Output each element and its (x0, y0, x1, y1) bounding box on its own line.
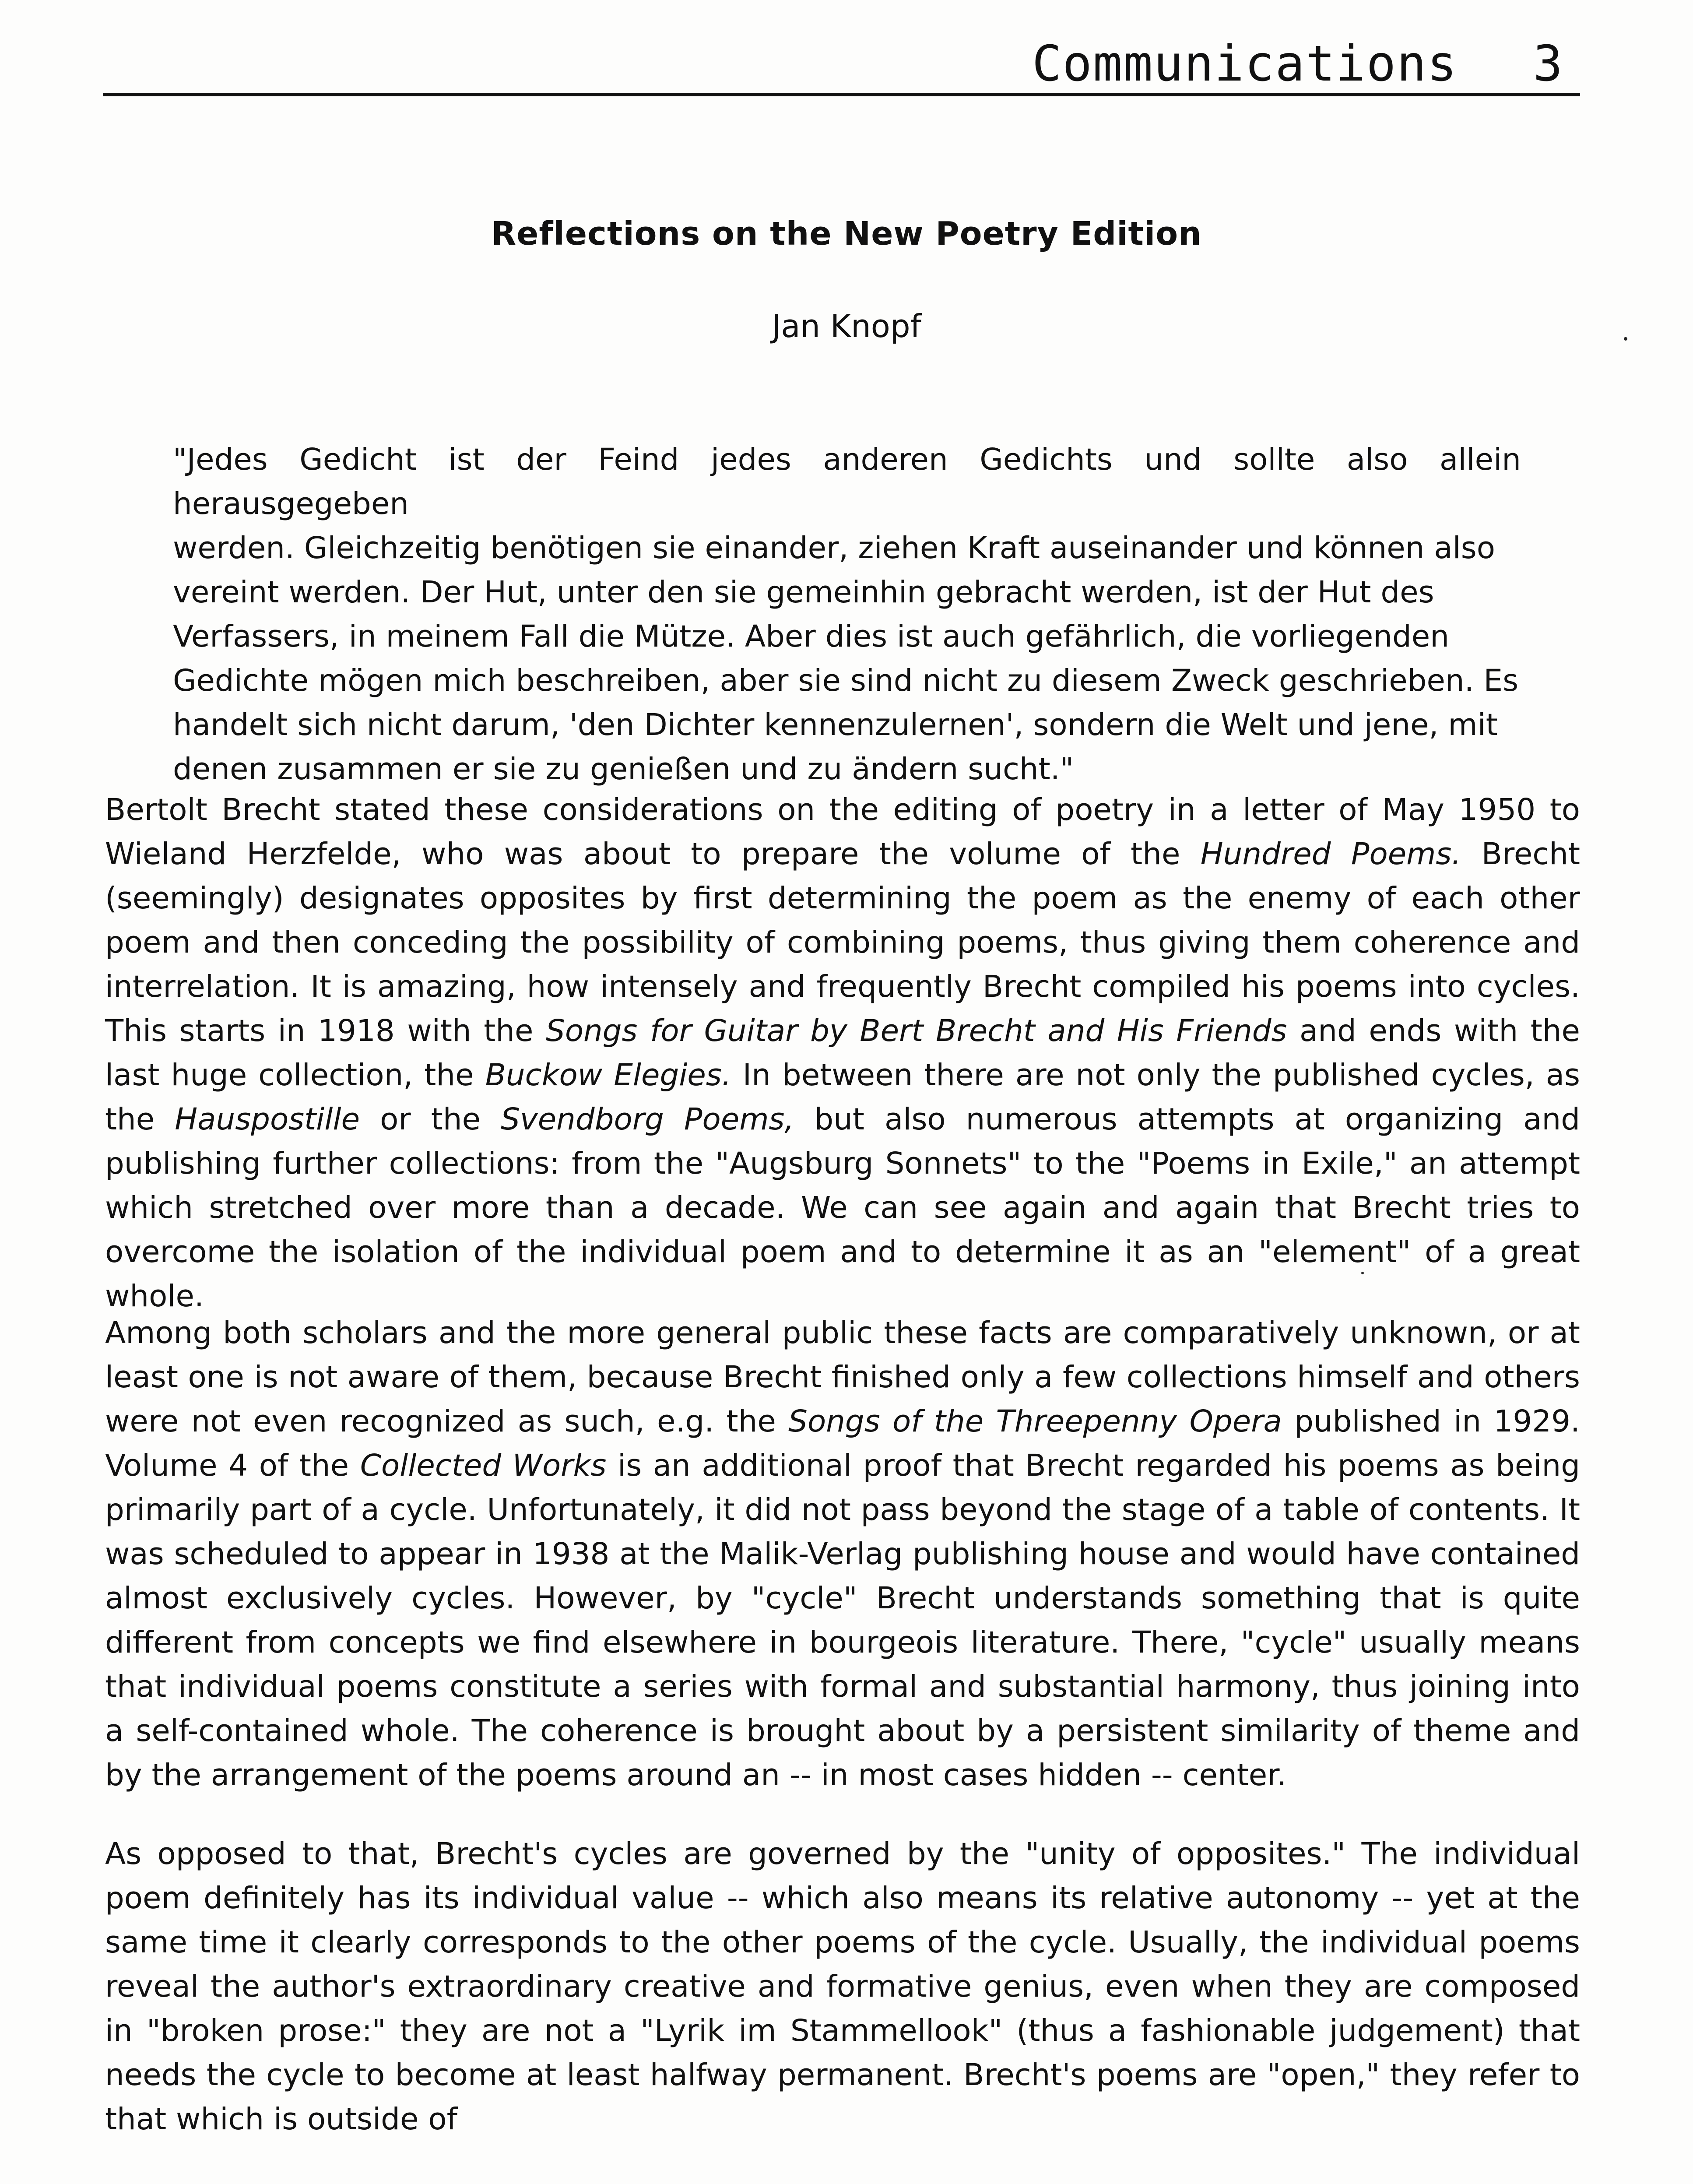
text-run: Bertolt Brecht stated these considerations on the editing of poetry in a letter of May 1950 to Wieland Herzfelde, who was about to prepare the volume of the (105, 792, 1580, 872)
epigraph-line: vereint werden. Der Hut, unter den sie gemeinhin gebracht werden, ist der Hut des (173, 575, 1434, 610)
body-paragraph-1 (105, 788, 1580, 1319)
epigraph-line: Gedichte mögen mich beschreiben, aber sie sind nicht zu diesem Zweck geschrieben. Es (173, 663, 1519, 698)
body-paragraph-2 (105, 1311, 1580, 1797)
body-paragraph-3 (105, 1832, 1580, 2142)
epigraph-line: werden. Gleichzeitig benötigen sie einander, ziehen Kraft auseinander und können also (173, 531, 1495, 566)
section-title: Communications (1032, 35, 1458, 92)
text-run: Brecht (seemingly) designates opposites by first determining the poem as the enemy of each other poem and then conceding the possibility of combining poems, thus giving them coherence and interrelation. It is amazing, how intensely and frequently Brecht compiled his poems into cycles. This starts in 1918 with the (105, 837, 1581, 1048)
title-hauspostille: Hauspostille (175, 1102, 360, 1137)
header-rule (103, 93, 1580, 96)
epigraph-line: Verfassers, in meinem Fall die Mütze. Aber dies ist auch gefährlich, die vorliegenden (173, 619, 1449, 654)
text-run: or the (360, 1102, 501, 1137)
text-run: Among both scholars and the more general public these facts are comparatively unknown, or at least one is not aware of them, because Brecht finished only a few collections himself and others were not even recognized as such, e.g. the (105, 1315, 1580, 1439)
text-run: published in 1929. Volume 4 of the (105, 1404, 1580, 1483)
title-collected-works: Collected Works (360, 1448, 607, 1483)
page-number: 3 (1533, 35, 1563, 92)
running-head (103, 26, 1580, 92)
epigraph-line: handelt sich nicht darum, 'den Dichter kennenzulernen', sondern die Welt und jene, mit (173, 707, 1498, 742)
text-run: but also numerous attempts at organizing and publishing further collections: from the "Augsburg Sonnets" to the "Poems in Exile," an attempt which stretched over more than a decade. We can see again and again that Brecht tries to overcome the isolation of the individual poem and to determine it as an "element" of a great whole. (105, 1102, 1581, 1314)
text-run: In between there are not only the published cycles, as the (105, 1058, 1581, 1137)
scan-speck (1624, 337, 1627, 341)
title-songs-for-guitar: Songs for Guitar by Bert Brecht and His Friends (546, 1013, 1287, 1048)
title-hundred-poems: Hundred Poems. (1200, 837, 1461, 872)
text-run: As opposed to that, Brecht's cycles are governed by the "unity of opposites." The individual poem definitely has its individual value -- which also means its relative autonomy -- yet at the same time it clearly corresponds to the other poems of the cycle. Usually, the individual poems reveal the author's extraordinary creative and formative genius, even when they are composed in "broken prose:" they are not a "Lyrik im Stammellook" (thus a fashionable judgement) that needs the cycle to become at least halfway permanent. Brecht's poems are "open," they refer to that which is outside of (105, 1836, 1580, 2137)
epigraph-line: "Jedes Gedicht ist der Feind jedes anderen Gedichts und sollte also allein herausgegeben (173, 442, 1521, 521)
text-run: and ends with the last huge collection, the (105, 1013, 1580, 1093)
scan-speck (1361, 1272, 1364, 1274)
article-title: Reflections on the New Poetry Edition (491, 215, 1202, 253)
title-threepenny-opera: Songs of the Threepenny Opera (788, 1404, 1282, 1439)
epigraph-line: denen zusammen er sie zu genießen und zu ändern sucht." (173, 752, 1074, 787)
title-svendborg-poems: Svendborg Poems, (501, 1102, 794, 1137)
epigraph-quote (173, 438, 1521, 791)
article-author: Jan Knopf (772, 308, 921, 345)
title-buckow-elegies: Buckow Elegies. (485, 1058, 731, 1093)
text-run: is an additional proof that Brecht regarded his poems as being primarily part of a cycle. Unfortunately, it did not pass beyond the stage of a table of contents. It was scheduled to appear in 1938 at the Malik-Verlag publishing house and would have contained almost exclusively cycles. However, by "cycle" Brecht understands something that is quite different from concepts we find elsewhere in bourgeois literature. There, "cycle" usually means that individual poems constitute a series with formal and substantial harmony, thus joining into a self-contained whole. The coherence is brought about by a persistent similarity of theme and by the arrangement of the poems around an -- in most cases hidden -- center. (105, 1448, 1580, 1793)
